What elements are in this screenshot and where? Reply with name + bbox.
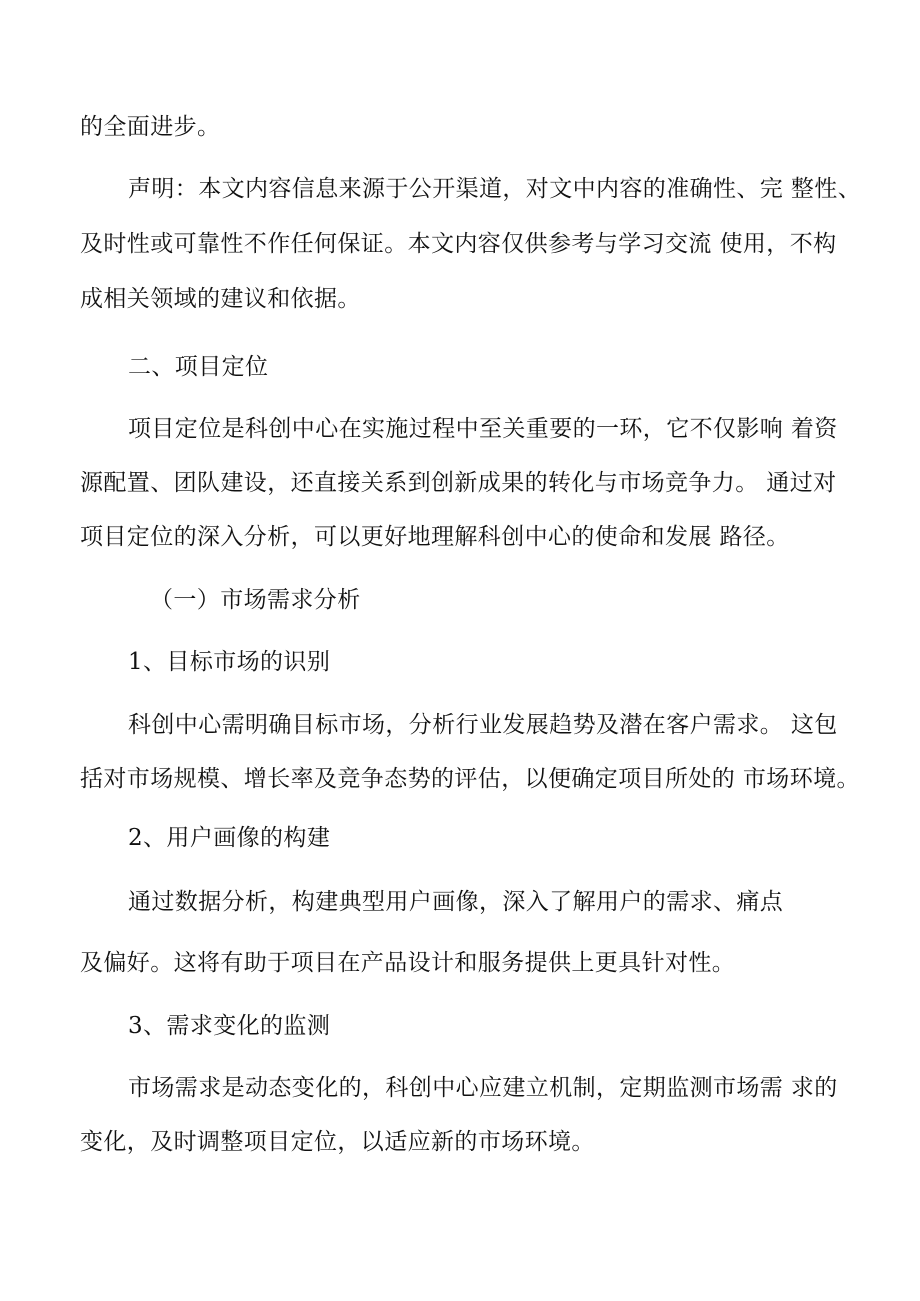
section-paragraph-line-1: 项目定位是科创中心在实施过程中至关重要的一环，它不仅影响 着资 [128,416,838,442]
item-2-paragraph-line-1: 通过数据分析，构建典型用户画像，深入了解用户的需求、痛点 [128,889,784,915]
item-1-paragraph-line-1: 科创中心需明确目标市场，分析行业发展趋势及潜在客户需求。 这包 [128,712,838,738]
intro-tail-text: 的全面进步。 [80,114,221,140]
disclaimer-line-1: 声明：本文内容信息来源于公开渠道，对文中内容的准确性、完 整性、 [128,176,862,202]
item-3-paragraph-line-2: 变化，及时调整项目定位，以适应新的市场环境。 [80,1129,595,1155]
disclaimer-line-3: 成相关领域的建议和依据。 [80,286,361,312]
item-2-paragraph-line-2: 及偏好。这将有助于项目在产品设计和服务提供上更具针对性。 [80,950,736,976]
subsection-title: （一）市场需求分析 [150,587,361,613]
item-1-paragraph-line-2: 括对市场规模、增长率及竞争态势的评估，以便确定项目所处的 市场环境。 [80,766,860,792]
disclaimer-line-2: 及时性或可靠性不作任何保证。本文内容仅供参考与学习交流 使用，不构 [80,231,837,257]
item-2-heading: 2、用户画像的构建 [128,825,331,851]
item-3-heading: 3、需求变化的监测 [128,1013,331,1039]
item-1-heading: 1、目标市场的识别 [128,649,331,675]
section-paragraph-line-3: 项目定位的深入分析，可以更好地理解科创中心的使命和发展 路径。 [80,524,790,550]
item-3-paragraph-line-1: 市场需求是动态变化的，科创中心应建立机制，定期监测市场需 求的 [128,1075,838,1101]
section-paragraph-line-2: 源配置、团队建设，还直接关系到创新成果的转化与市场竞争力。 通过对 [80,470,837,496]
section-title: 二、项目定位 [128,354,269,380]
